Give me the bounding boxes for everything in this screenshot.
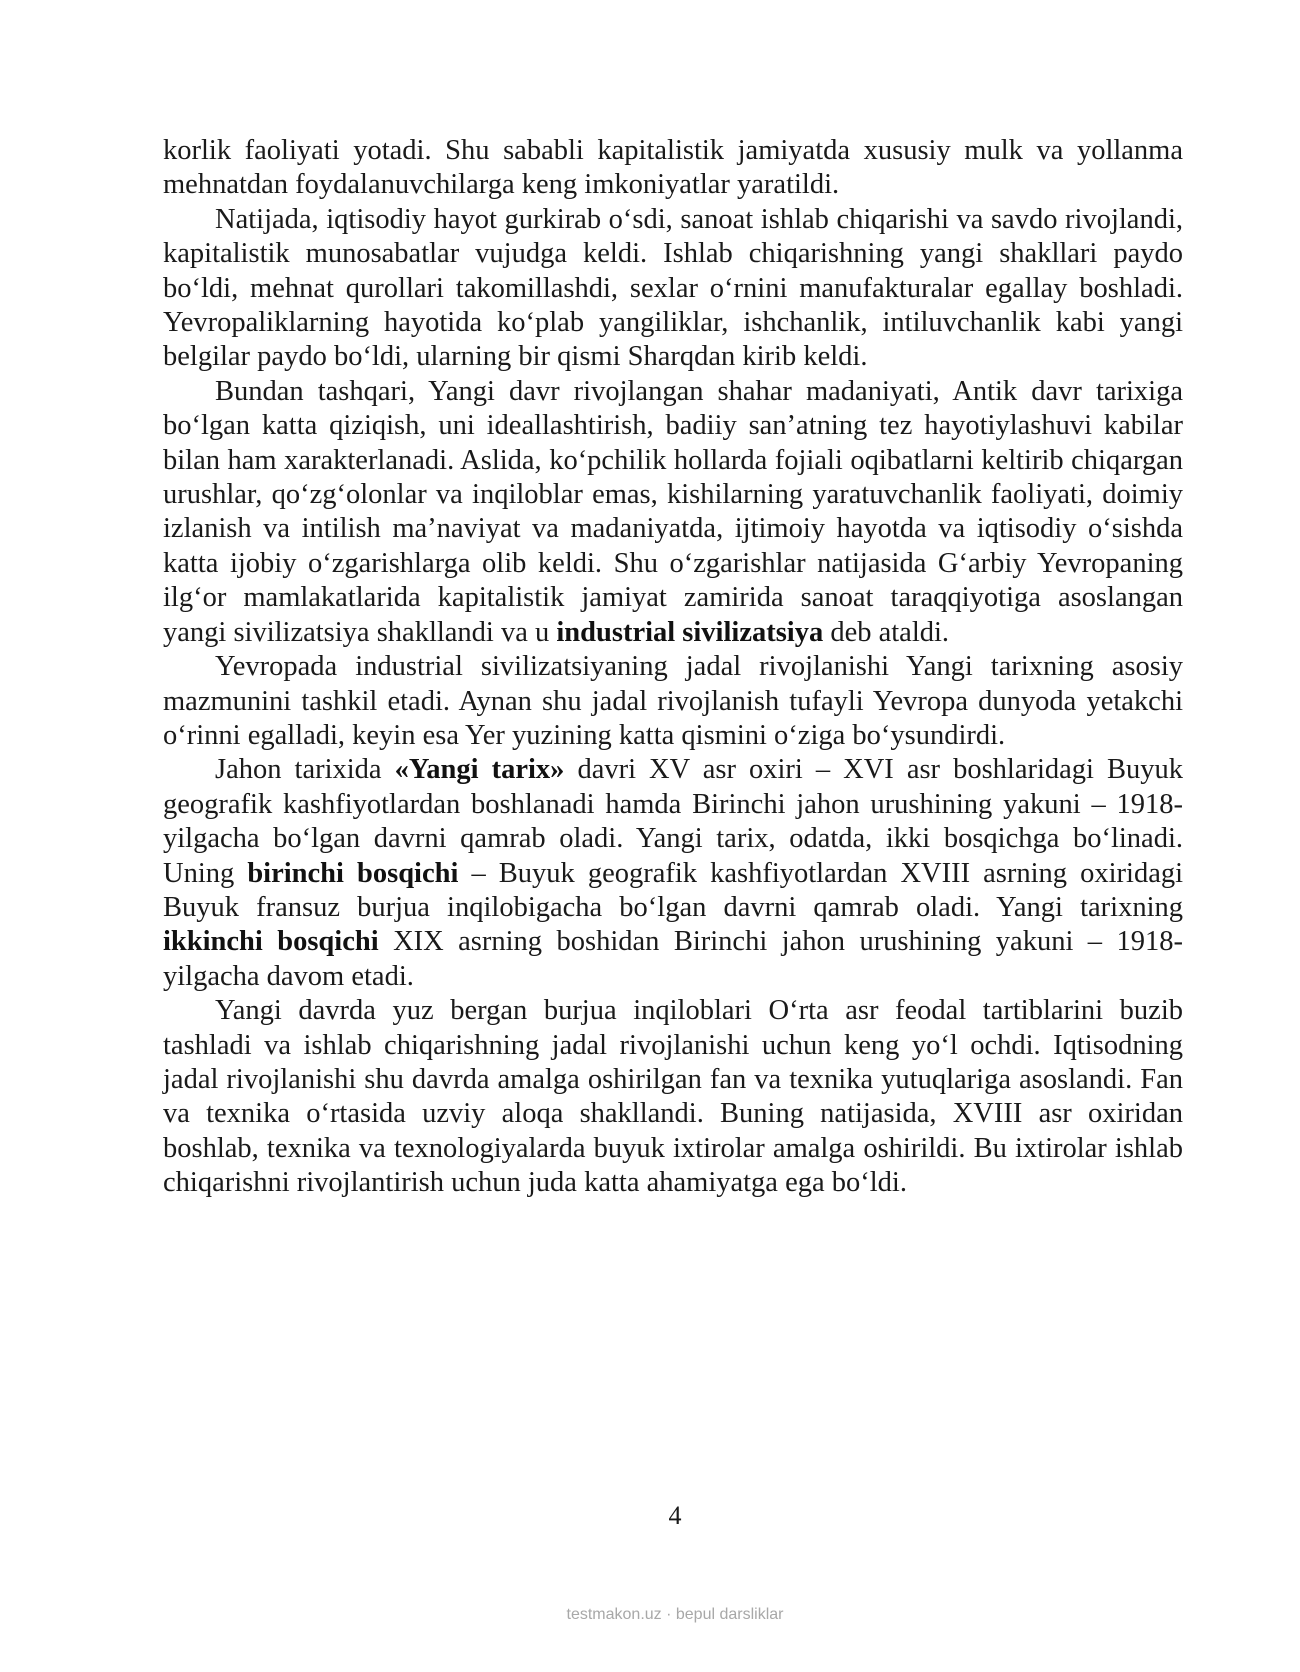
paragraph [163,650,1183,753]
bold-term: industrial sivilizatsiya [556,616,824,648]
page-body [163,134,1183,1201]
paragraph [163,134,1183,203]
text-run: Yevropada industrial sivilizatsiyaning jadal rivojlanishi Yangi tarixning asosiy mazmunini tashkil etadi. Aynan shu jadal rivojlanish tufayli Yevropa dunyoda yetakchi o‘rinni egalladi, keyin esa Yer yuzining katta qismini o‘ziga bo‘ysundirdi. [163,651,1183,751]
text-run: – Buyuk geografik kashfiyotlardan XVIII asrning oxiridagi Buyuk fransuz burjua inqilobigacha bo‘lgan davrni qamrab oladi. Yangi tarixning [163,857,1184,923]
text-run: Natijada, iqtisodiy hayot gurkirab o‘sdi, sanoat ishlab chiqarishi va savdo rivojlandi, kapitalistik munosabatlar vujudga keldi. Ishlab chiqarishning yangi shakllari paydo bo‘ldi, mehnat qurollari takomillashdi, sexlar o‘rnini manufakturalar egallay boshladi. Yevropaliklarning hayotida ko‘plab yangiliklar, ishchanlik, intiluvchanlik kabi yangi belgilar paydo bo‘ldi, ularning bir qismi Sharqdan kirib keldi. [163,203,1183,373]
text-run: Jahon tarixida [215,754,395,786]
text-run: XIX asrning boshidan Birinchi jahon urushining yakuni – 1918-yilgacha davom etadi. [163,926,1183,992]
paragraph [163,753,1183,994]
paragraph [163,203,1183,375]
bold-term: ikkinchi bosqichi [163,926,379,958]
watermark: testmakon.uz · bepul darsliklar [566,1606,784,1623]
bold-term: birinchi bosqichi [247,857,459,889]
paragraph [163,994,1183,1200]
text-run: Bundan tashqari, Yangi davr rivojlangan shahar madaniyati, Antik davr tarixiga bo‘lgan katta qiziqish, uni ideallashtirish, badiiy san’atning tez hayotiylashuvi kabilar bilan ham xarakterlanadi. Aslida, ko‘pchilik hollarda fojiali oqibatlarni keltirib chiqargan urushlar, qo‘zg‘olonlar va inqiloblar emas, kishilarning yaratuvchanlik faoliyati, doimiy izlanish va intilish ma’naviyat va madaniyatda, ijtimoiy hayotda va iqtisodiy o‘sishda katta ijobiy o‘zgarishlarga olib keldi. Shu o‘zgarishlar natijasida G‘arbiy Yevropaning ilg‘or mamlakatlarida kapitalistik jamiyat zamirida sanoat taraqqiyotiga asoslangan yangi sivilizatsiya shakllandi va u [163,375,1183,648]
text-run: davri XV asr oxiri – XVI asr boshlaridagi Buyuk geografik kashfiyotlardan boshlanadi hamda Birinchi jahon urushining yakuni – 1918-yilgacha bo‘lgan davrni qamrab oladi. Yangi tarix, odatda, ikki bosqichga bo‘linadi. Uning [163,754,1184,889]
page-number: 4 [668,1501,682,1530]
text-run: deb ataldi. [823,616,950,648]
text-run: korlik faoliyati yotadi. Shu sababli kapitalistik jamiyatda xususiy mulk va yollanma mehnatdan foydalanuvchilarga keng imkoniyatlar yaratildi. [163,135,1183,201]
bold-term: «Yangi tarix» [394,754,565,786]
text-run: Yangi davrda yuz bergan burjua inqiloblari O‘rta asr feodal tartiblarini buzib tashladi va ishlab chiqarishning jadal rivojlanishi uchun keng yo‘l ochdi. Iqtisodning jadal rivojlanishi shu davrda amalga oshirilgan fan va texnika yutuqlariga asoslandi. Fan va texnika o‘rtasida uzviy aloqa shakllandi. Buning natijasida, XVIII asr oxiridan boshlab, texnika va texnologiyalarda buyuk ixtirolar amalga oshirildi. Bu ixtirolar ishlab chiqarishni rivojlantirish uchun juda katta ahamiyatga ega bo‘ldi. [163,995,1183,1199]
paragraph [163,375,1183,650]
